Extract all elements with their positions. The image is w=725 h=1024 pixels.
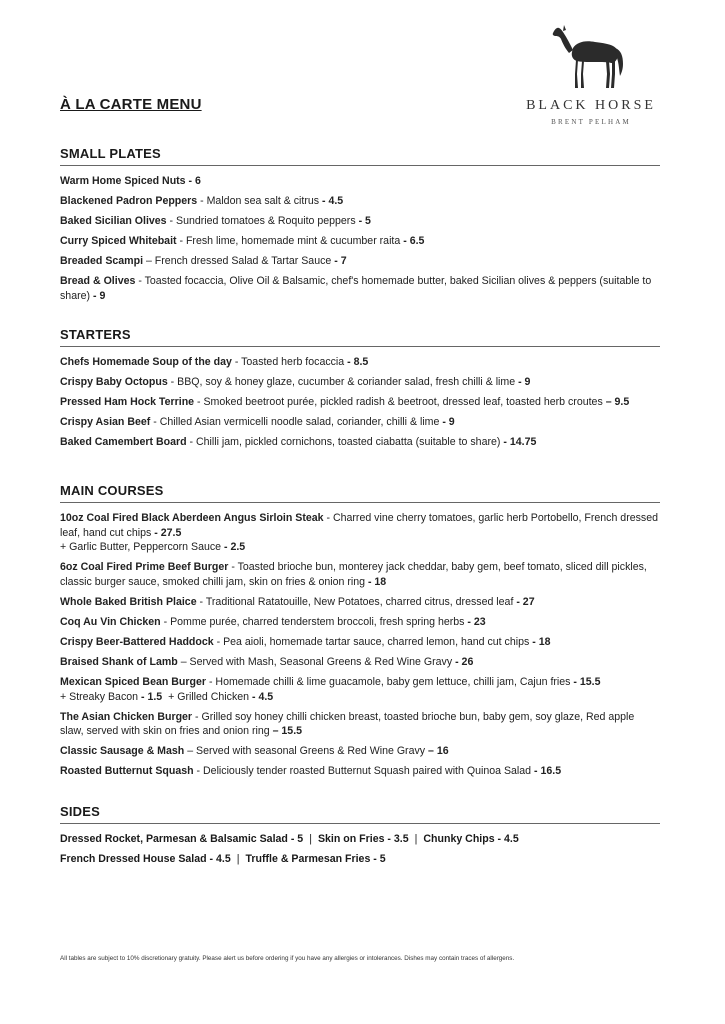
item-name: The Asian Chicken Burger xyxy=(60,710,193,723)
item-price: - 26 xyxy=(452,655,474,668)
menu-item xyxy=(60,194,660,209)
item-price: - 4.5 xyxy=(319,195,344,208)
menu-item xyxy=(60,234,660,249)
menu-item xyxy=(60,560,660,589)
item-description: - BBQ, soy & honey glaze, cucumber & coriander salad, fresh chilli & lime xyxy=(167,376,516,389)
item-name: Crispy Asian Beef xyxy=(60,416,151,429)
separator: | xyxy=(236,853,240,866)
item-name: Crispy Baby Octopus xyxy=(60,376,168,389)
menu-item xyxy=(60,214,660,229)
item-description: - Traditional Ratatouille, New Potatoes, charred citrus, dressed leaf xyxy=(196,595,514,608)
item-description: - Toasted herb focaccia xyxy=(231,356,345,368)
item-extra-line xyxy=(60,540,660,555)
side-item: Truffle & Parmesan Fries - 5 xyxy=(245,853,386,866)
item-list xyxy=(60,174,660,303)
item-price: - 9 xyxy=(515,376,531,389)
item-description: - Maldon sea salt & citrus xyxy=(197,195,320,208)
item-extra: + Garlic Butter, Peppercorn Sauce xyxy=(60,541,222,553)
item-name: Bread & Olives xyxy=(60,275,136,288)
item-price: - 6.5 xyxy=(400,235,425,248)
section-small-plates xyxy=(60,146,660,309)
menu-item xyxy=(60,744,660,759)
item-list xyxy=(60,511,660,779)
item-name: 10oz Coal Fired Black Aberdeen Angus Sirloin Steak xyxy=(60,512,324,524)
item-description: - Pomme purée, charred tenderstem broccoli, fresh spring herbs xyxy=(160,615,465,628)
side-item: French Dressed House Salad - 4.5 xyxy=(60,853,231,866)
menu-item xyxy=(60,395,660,410)
menu-item xyxy=(60,274,660,303)
item-price: - 27.5 xyxy=(151,526,182,539)
page-title: À LA CARTE MENU xyxy=(60,96,202,113)
sides-line xyxy=(60,852,660,867)
item-name: Braised Shank of Lamb xyxy=(60,655,178,668)
item-extra: + Streaky Bacon xyxy=(60,690,139,703)
item-name: Breaded Scampi xyxy=(60,255,144,268)
item-list xyxy=(60,355,660,450)
item-price: – 16 xyxy=(425,745,449,758)
footer-note: All tables are subject to 10% discretionary gratuity. Please alert us before ordering if you have any allergies or intolerances. Dishes may contain traces of allergens. xyxy=(60,955,515,962)
section-starters xyxy=(60,327,660,455)
item-price: – 9.5 xyxy=(602,396,630,409)
section-heading: MAIN COURSES xyxy=(60,483,660,503)
sides-line xyxy=(60,832,660,847)
item-description: - Smoked beetroot purée, pickled radish & beetroot, dressed leaf, toasted herb croutes xyxy=(194,396,603,409)
section-heading: SMALL PLATES xyxy=(60,146,660,166)
menu-item xyxy=(60,254,660,269)
item-description: - Deliciously tender roasted Butternut Squash paired with Quinoa Salad xyxy=(193,765,532,778)
item-description: - Charred vine cherry tomatoes, garlic herb Portobello, French dressed leaf, hand cut chips xyxy=(60,512,658,539)
item-price: - 18 xyxy=(365,575,387,588)
side-item: Chunky Chips - 4.5 xyxy=(423,833,519,845)
menu-item xyxy=(60,415,660,430)
section-heading: SIDES xyxy=(60,804,660,824)
item-description: – French dressed Salad & Tartar Sauce xyxy=(143,255,332,268)
side-item: Dressed Rocket, Parmesan & Balsamic Salad - 5 xyxy=(60,833,304,845)
item-description: - Toasted focaccia, Olive Oil & Balsamic, chef's homemade butter, baked Sicilian olives & peppers (suitable to share) xyxy=(60,275,652,302)
item-price: - 7 xyxy=(331,255,347,268)
item-description: - Pea aioli, homemade tartar sauce, charred lemon, hand cut chips xyxy=(213,635,530,648)
menu-item xyxy=(60,615,660,630)
section-main-courses xyxy=(60,483,660,784)
item-description: - Fresh lime, homemade mint & cucumber raita xyxy=(176,235,401,248)
item-price: - 5 xyxy=(355,215,371,228)
logo xyxy=(516,22,666,126)
separator: | xyxy=(414,833,418,845)
item-price: - 9 xyxy=(439,416,455,429)
item-name: Warm Home Spiced Nuts xyxy=(60,175,186,187)
item-description: - Homemade chilli & lime guacamole, baby gem lettuce, chilli jam, Cajun fries xyxy=(206,676,571,689)
item-price: - 23 xyxy=(464,615,486,628)
item-price: - 16.5 xyxy=(531,765,562,778)
item-extra: + Grilled Chicken xyxy=(162,690,250,703)
item-description: - Chilli jam, pickled cornichons, toasted ciabatta (suitable to share) xyxy=(186,436,501,449)
item-price: – 15.5 xyxy=(269,725,303,738)
item-description: - Toasted brioche bun, monterey jack cheddar, baby gem, beef tomato, sliced dill pickles, classic burger sauce, smoked chilli jam, skin on fries & onion ring xyxy=(60,561,647,588)
item-price: - 8.5 xyxy=(344,356,369,368)
menu-item xyxy=(60,511,660,555)
item-extra-price: - 1.5 xyxy=(138,690,163,703)
menu-item xyxy=(60,435,660,450)
logo-name: BLACK HORSE xyxy=(526,98,656,113)
item-name: Whole Baked British Plaice xyxy=(60,595,197,608)
side-item: Skin on Fries - 3.5 xyxy=(317,833,409,845)
menu-item xyxy=(60,595,660,610)
separator: | xyxy=(309,833,312,845)
item-price: - 14.75 xyxy=(500,436,537,449)
item-price: - 15.5 xyxy=(570,676,601,689)
menu-item xyxy=(60,655,660,670)
horse-icon xyxy=(551,22,631,92)
item-name: Blackened Padron Peppers xyxy=(60,195,198,208)
item-name: Roasted Butternut Squash xyxy=(60,765,194,778)
item-description: - Grilled soy honey chilli chicken breast, toasted brioche bun, baby gem, soy glaze, Red apple slaw, served with skin on fries and onion ring xyxy=(60,710,635,738)
section-heading: STARTERS xyxy=(60,327,660,347)
item-price: - 18 xyxy=(529,635,551,648)
item-name: Baked Camembert Board xyxy=(60,436,187,449)
item-extra-price: - 4.5 xyxy=(249,690,274,703)
item-name: Classic Sausage & Mash xyxy=(60,745,185,758)
logo-subtitle: BRENT PELHAM xyxy=(551,118,631,126)
item-name: Baked Sicilian Olives xyxy=(60,215,167,228)
item-price: - 27 xyxy=(513,595,535,608)
item-name: 6oz Coal Fired Prime Beef Burger xyxy=(60,561,229,574)
item-name: Curry Spiced Whitebait xyxy=(60,235,177,248)
item-price: - 9 xyxy=(90,289,106,302)
menu-item xyxy=(60,355,660,370)
item-price: - 6 xyxy=(185,175,201,187)
menu-item xyxy=(60,635,660,650)
item-description: - Chilled Asian vermicelli noodle salad, coriander, chilli & lime xyxy=(150,416,440,429)
item-extra-line xyxy=(60,690,660,705)
item-description: - Sundried tomatoes & Roquito peppers xyxy=(166,215,356,228)
menu-item xyxy=(60,675,660,704)
item-description: – Served with seasonal Greens & Red Wine Gravy xyxy=(184,745,426,758)
section-sides xyxy=(60,804,660,872)
item-name: Crispy Beer-Battered Haddock xyxy=(60,635,214,648)
item-name: Chefs Homemade Soup of the day xyxy=(60,356,232,368)
item-name: Coq Au Vin Chicken xyxy=(60,615,161,628)
menu-item xyxy=(60,764,660,779)
item-description: – Served with Mash, Seasonal Greens & Red Wine Gravy xyxy=(177,655,453,668)
item-name: Mexican Spiced Bean Burger xyxy=(60,676,207,689)
menu-item xyxy=(60,174,660,189)
item-extra-price: - 2.5 xyxy=(221,541,246,553)
item-name: Pressed Ham Hock Terrine xyxy=(60,396,195,409)
menu-item xyxy=(60,710,660,739)
menu-item xyxy=(60,375,660,390)
